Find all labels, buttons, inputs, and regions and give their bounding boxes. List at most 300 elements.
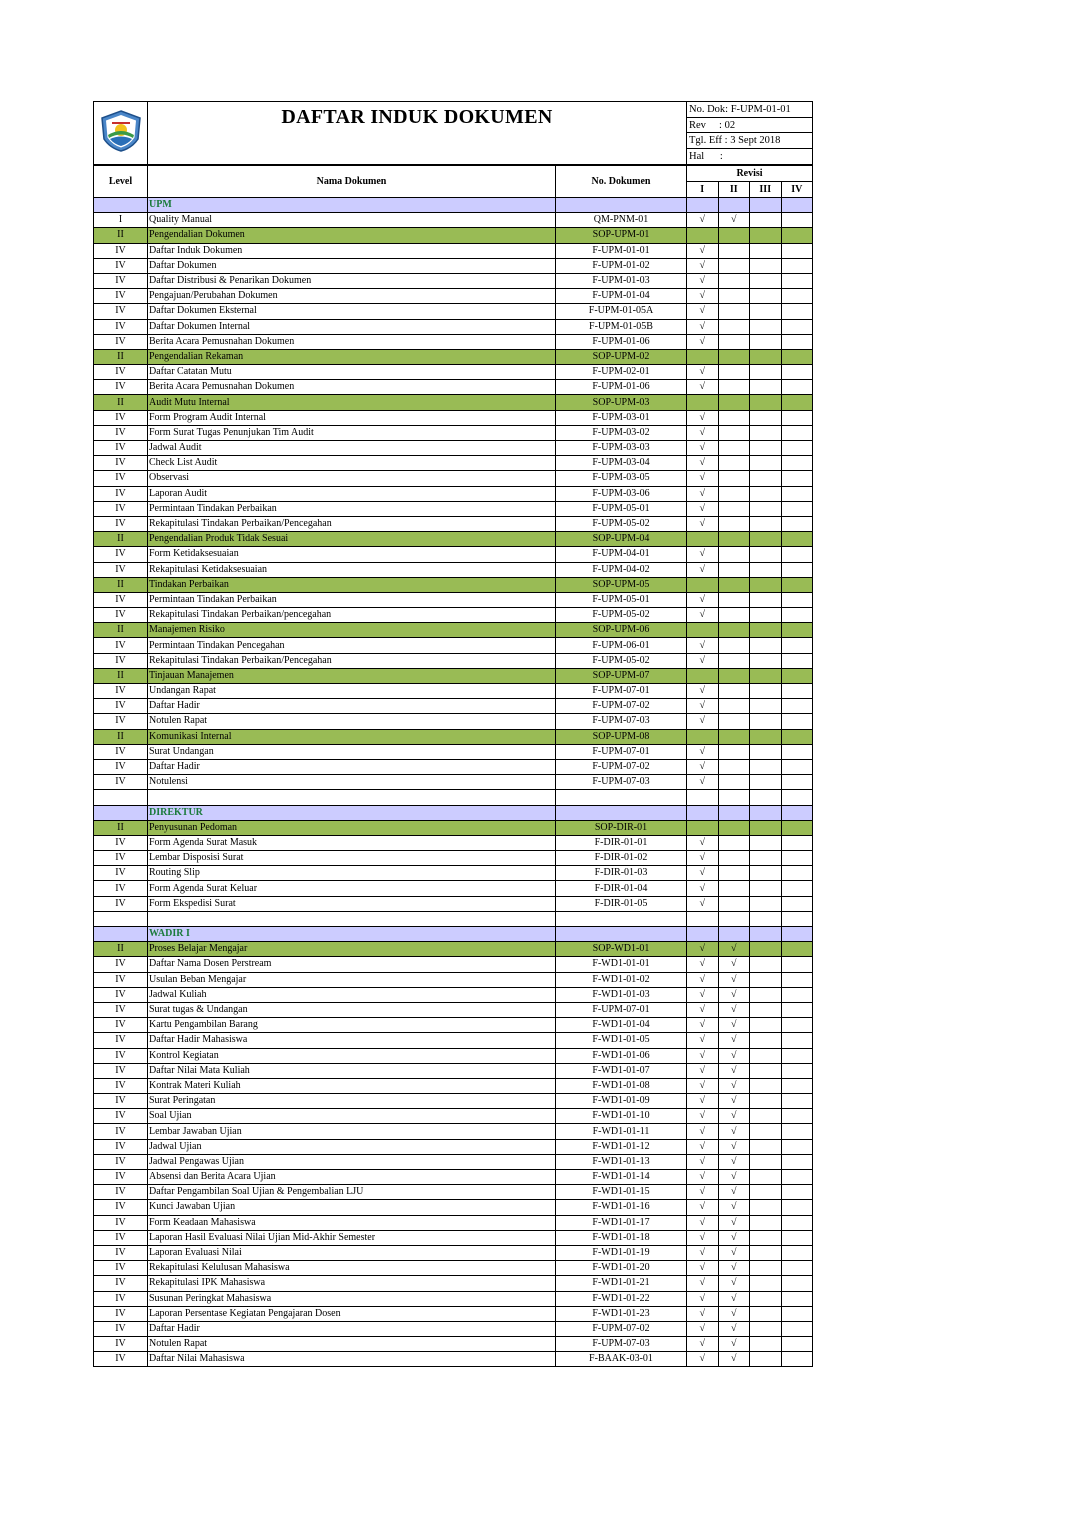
revision-cell: [781, 1109, 813, 1124]
level-cell: IV: [94, 1215, 148, 1230]
revision-cell: [750, 896, 782, 911]
sop-row: [94, 349, 813, 364]
document-number-cell: F-WD1-01-01: [556, 957, 687, 972]
table-row: [94, 243, 813, 258]
level-cell: IV: [94, 1261, 148, 1276]
table-row: [94, 1124, 813, 1139]
revision-cell: [781, 349, 813, 364]
table-row: [94, 881, 813, 896]
revision-cell: [687, 820, 719, 835]
revision-check-icon: √: [718, 1018, 750, 1033]
revision-cell: [750, 258, 782, 273]
revision-cell: [750, 365, 782, 380]
col-header-rev-ii: II: [718, 182, 750, 198]
document-number-cell: F-WD1-01-02: [556, 972, 687, 987]
revision-cell: [750, 1215, 782, 1230]
revision-cell: [718, 714, 750, 729]
col-header-rev-iv: IV: [781, 182, 813, 198]
revision-cell: [781, 896, 813, 911]
level-cell: II: [94, 623, 148, 638]
document-number-cell: [556, 911, 687, 926]
table-row: [94, 562, 813, 577]
revision-cell: [718, 501, 750, 516]
table-row: [94, 699, 813, 714]
revision-cell: [750, 395, 782, 410]
document-name-cell: Absensi dan Berita Acara Ujian: [148, 1170, 556, 1185]
revision-cell: [718, 532, 750, 547]
level-cell: IV: [94, 486, 148, 501]
revision-cell: [750, 1291, 782, 1306]
document-number-cell: F-UPM-07-01: [556, 1002, 687, 1017]
revision-cell: [781, 729, 813, 744]
table-row: [94, 714, 813, 729]
table-row: [94, 1078, 813, 1093]
document-number-cell: F-DIR-01-01: [556, 835, 687, 850]
document-name-cell: Daftar Induk Dokumen: [148, 243, 556, 258]
revision-cell: [781, 759, 813, 774]
document-number-cell: F-DIR-01-03: [556, 866, 687, 881]
level-cell: IV: [94, 456, 148, 471]
revision-cell: [718, 623, 750, 638]
revision-cell: [718, 349, 750, 364]
revision-check-icon: √: [687, 1109, 719, 1124]
revision-check-icon: √: [687, 273, 719, 288]
table-row: [94, 744, 813, 759]
document-name-cell: Surat tugas & Undangan: [148, 1002, 556, 1017]
revision-check-icon: √: [718, 1321, 750, 1336]
level-cell: IV: [94, 957, 148, 972]
document-number-cell: F-UPM-03-06: [556, 486, 687, 501]
table-row: [94, 471, 813, 486]
level-cell: IV: [94, 1124, 148, 1139]
document-number-cell: [556, 805, 687, 820]
revision-check-icon: √: [687, 289, 719, 304]
document-name-cell: Rekapitulasi IPK Mahasiswa: [148, 1276, 556, 1291]
revision-cell: [718, 486, 750, 501]
revision-cell: [687, 228, 719, 243]
revision-check-icon: √: [687, 304, 719, 319]
revision-cell: [718, 577, 750, 592]
document-number-cell: SOP-UPM-07: [556, 668, 687, 683]
document-name-cell: Surat Peringatan: [148, 1094, 556, 1109]
document-number-cell: F-WD1-01-18: [556, 1230, 687, 1245]
document-number-cell: F-WD1-01-15: [556, 1185, 687, 1200]
document-name-cell: Form Agenda Surat Masuk: [148, 835, 556, 850]
table-row: [94, 1094, 813, 1109]
level-cell: IV: [94, 410, 148, 425]
sop-row: [94, 623, 813, 638]
document-number-cell: F-UPM-01-01: [556, 243, 687, 258]
revision-cell: [781, 213, 813, 228]
revision-cell: [750, 775, 782, 790]
level-cell: I: [94, 213, 148, 228]
level-cell: IV: [94, 1306, 148, 1321]
revision-cell: [750, 729, 782, 744]
document-name-cell: Daftar Hadir: [148, 1321, 556, 1336]
revision-cell: [781, 1245, 813, 1260]
document-number-cell: F-UPM-07-03: [556, 714, 687, 729]
revision-check-icon: √: [687, 258, 719, 273]
table-row: [94, 1185, 813, 1200]
revision-cell: [781, 638, 813, 653]
revision-check-icon: √: [687, 851, 719, 866]
revision-check-icon: √: [687, 1139, 719, 1154]
level-cell: IV: [94, 851, 148, 866]
document-number-cell: F-UPM-07-02: [556, 1321, 687, 1336]
revision-cell: [750, 1139, 782, 1154]
level-cell: IV: [94, 1230, 148, 1245]
revision-check-icon: √: [687, 441, 719, 456]
revision-cell: [781, 1291, 813, 1306]
revision-check-icon: √: [687, 471, 719, 486]
revision-cell: [750, 699, 782, 714]
level-cell: II: [94, 729, 148, 744]
revision-cell: [750, 972, 782, 987]
revision-check-icon: √: [687, 987, 719, 1002]
revision-cell: [718, 759, 750, 774]
revision-cell: [687, 911, 719, 926]
document-number-cell: F-UPM-07-01: [556, 684, 687, 699]
revision-cell: [781, 942, 813, 957]
revision-cell: [718, 729, 750, 744]
revision-cell: [781, 684, 813, 699]
revision-cell: [750, 334, 782, 349]
document-name-cell: Proses Belajar Mengajar: [148, 942, 556, 957]
level-cell: IV: [94, 365, 148, 380]
revision-cell: [781, 866, 813, 881]
document-name-cell: Komunikasi Internal: [148, 729, 556, 744]
level-cell: IV: [94, 744, 148, 759]
table-row: [94, 851, 813, 866]
revision-cell: [781, 1185, 813, 1200]
level-cell: II: [94, 577, 148, 592]
revision-cell: [750, 820, 782, 835]
level-cell: IV: [94, 866, 148, 881]
revision-cell: [781, 1033, 813, 1048]
revision-cell: [781, 608, 813, 623]
revision-cell: [750, 380, 782, 395]
revision-check-icon: √: [687, 1124, 719, 1139]
document-number-cell: SOP-UPM-06: [556, 623, 687, 638]
revision-check-icon: √: [687, 456, 719, 471]
document-number-cell: F-UPM-01-06: [556, 380, 687, 395]
document-number-cell: SOP-DIR-01: [556, 820, 687, 835]
revision-cell: [781, 972, 813, 987]
document-name-cell: Usulan Beban Mengajar: [148, 972, 556, 987]
revision-check-icon: √: [687, 243, 719, 258]
revision-check-icon: √: [718, 1337, 750, 1352]
revision-cell: [750, 911, 782, 926]
revision-cell: [781, 198, 813, 213]
revision-cell: [718, 835, 750, 850]
revision-cell: [750, 1185, 782, 1200]
revision-cell: [781, 1337, 813, 1352]
document-number-cell: F-UPM-07-03: [556, 1337, 687, 1352]
document-name-cell: Penyusunan Pedoman: [148, 820, 556, 835]
revision-cell: [781, 699, 813, 714]
document-name-cell: Routing Slip: [148, 866, 556, 881]
sop-row: [94, 668, 813, 683]
revision-cell: [781, 258, 813, 273]
table-row: [94, 258, 813, 273]
document-number-cell: F-WD1-01-05: [556, 1033, 687, 1048]
revision-cell: [718, 228, 750, 243]
section-title: UPM: [148, 198, 556, 213]
revision-cell: [718, 562, 750, 577]
document-number-cell: SOP-UPM-04: [556, 532, 687, 547]
level-cell: IV: [94, 759, 148, 774]
revision-check-icon: √: [687, 866, 719, 881]
level-cell: IV: [94, 896, 148, 911]
document-name-cell: Quality Manual: [148, 213, 556, 228]
revision-check-icon: √: [687, 562, 719, 577]
document-name-cell: Pengendalian Produk Tidak Sesuai: [148, 532, 556, 547]
revision-check-icon: √: [687, 1245, 719, 1260]
revision-cell: [781, 334, 813, 349]
document-number-cell: QM-PNM-01: [556, 213, 687, 228]
level-cell: IV: [94, 608, 148, 623]
revision-cell: [750, 304, 782, 319]
document-number-cell: F-UPM-05-02: [556, 608, 687, 623]
revision-check-icon: √: [718, 1033, 750, 1048]
revision-cell: [750, 213, 782, 228]
revision-cell: [781, 1063, 813, 1078]
document-number-cell: F-UPM-04-01: [556, 547, 687, 562]
level-cell: IV: [94, 334, 148, 349]
revision-cell: [718, 911, 750, 926]
level-cell: IV: [94, 1200, 148, 1215]
revision-check-icon: √: [687, 942, 719, 957]
document-name-cell: Jadwal Audit: [148, 441, 556, 456]
revision-check-icon: √: [687, 1352, 719, 1367]
revision-cell: [781, 501, 813, 516]
level-cell: IV: [94, 243, 148, 258]
table-row: [94, 486, 813, 501]
revision-cell: [750, 1033, 782, 1048]
revision-cell: [718, 425, 750, 440]
revision-cell: [750, 608, 782, 623]
revision-check-icon: √: [687, 380, 719, 395]
revision-cell: [781, 562, 813, 577]
revision-cell: [750, 851, 782, 866]
blank-row: [94, 790, 813, 805]
revision-cell: [750, 957, 782, 972]
document-number-cell: F-WD1-01-21: [556, 1276, 687, 1291]
revision-check-icon: √: [718, 1094, 750, 1109]
table-row: [94, 1170, 813, 1185]
level-cell: IV: [94, 1018, 148, 1033]
document-number-cell: F-UPM-03-04: [556, 456, 687, 471]
revision-check-icon: √: [687, 684, 719, 699]
table-row: [94, 304, 813, 319]
revision-cell: [750, 441, 782, 456]
level-cell: II: [94, 942, 148, 957]
document-name-cell: Kartu Pengambilan Barang: [148, 1018, 556, 1033]
document-name-cell: Rekapitulasi Kelulusan Mahasiswa: [148, 1261, 556, 1276]
document-number-cell: [556, 198, 687, 213]
revision-cell: [750, 942, 782, 957]
revision-cell: [750, 1094, 782, 1109]
level-cell: IV: [94, 1139, 148, 1154]
level-cell: IV: [94, 699, 148, 714]
table-row: [94, 1352, 813, 1367]
revision-cell: [781, 668, 813, 683]
table-row: [94, 896, 813, 911]
revision-check-icon: √: [687, 1321, 719, 1336]
table-row: [94, 987, 813, 1002]
document-name-cell: Daftar Dokumen Eksternal: [148, 304, 556, 319]
document-name-cell: Rekapitulasi Ketidaksesuaian: [148, 562, 556, 577]
revision-check-icon: √: [718, 1261, 750, 1276]
revision-check-icon: √: [687, 547, 719, 562]
revision-cell: [750, 668, 782, 683]
revision-cell: [750, 577, 782, 592]
revision-check-icon: √: [687, 516, 719, 531]
revision-check-icon: √: [687, 501, 719, 516]
institution-logo-icon: [99, 109, 143, 153]
revision-check-icon: √: [687, 1276, 719, 1291]
revision-cell: [781, 1124, 813, 1139]
level-cell: II: [94, 668, 148, 683]
revision-cell: [750, 456, 782, 471]
document-name-cell: Daftar Dokumen Internal: [148, 319, 556, 334]
level-cell: IV: [94, 1033, 148, 1048]
level-cell: IV: [94, 501, 148, 516]
revision-cell: [750, 927, 782, 942]
revision-check-icon: √: [718, 1200, 750, 1215]
document-number-cell: F-WD1-01-04: [556, 1018, 687, 1033]
section-title: WADIR I: [148, 927, 556, 942]
document-number-cell: F-UPM-05-02: [556, 516, 687, 531]
document-name-cell: Pengendalian Dokumen: [148, 228, 556, 243]
revision-check-icon: √: [687, 1306, 719, 1321]
revision-cell: [718, 365, 750, 380]
revision-check-icon: √: [687, 699, 719, 714]
revision-cell: [781, 1215, 813, 1230]
level-cell: IV: [94, 380, 148, 395]
revision-cell: [750, 744, 782, 759]
revision-cell: [750, 562, 782, 577]
revision-cell: [750, 532, 782, 547]
revision-cell: [718, 289, 750, 304]
meta-doc-number: No. Dok: F-UPM-01-01: [687, 102, 812, 118]
revision-cell: [750, 684, 782, 699]
document-number-cell: SOP-UPM-01: [556, 228, 687, 243]
revision-check-icon: √: [687, 1291, 719, 1306]
level-cell: II: [94, 532, 148, 547]
revision-cell: [781, 516, 813, 531]
revision-check-icon: √: [718, 942, 750, 957]
section-title: DIREKTUR: [148, 805, 556, 820]
document-number-cell: F-UPM-02-01: [556, 365, 687, 380]
document-number-cell: F-UPM-07-02: [556, 759, 687, 774]
revision-cell: [718, 744, 750, 759]
level-cell: IV: [94, 425, 148, 440]
revision-cell: [781, 1261, 813, 1276]
meta-revision: Rev : 02: [687, 118, 812, 134]
blank-row: [94, 911, 813, 926]
document-number-cell: F-UPM-05-02: [556, 653, 687, 668]
level-cell: IV: [94, 304, 148, 319]
level-cell: II: [94, 349, 148, 364]
revision-check-icon: √: [718, 1306, 750, 1321]
table-row: [94, 516, 813, 531]
revision-cell: [718, 547, 750, 562]
revision-cell: [750, 638, 782, 653]
revision-cell: [781, 623, 813, 638]
revision-cell: [750, 759, 782, 774]
document-rows: [94, 198, 813, 1367]
revision-cell: [750, 592, 782, 607]
revision-cell: [781, 365, 813, 380]
document-number-cell: SOP-WD1-01: [556, 942, 687, 957]
logo-cell: [94, 102, 148, 165]
revision-cell: [781, 851, 813, 866]
table-row: [94, 1139, 813, 1154]
revision-cell: [750, 198, 782, 213]
revision-check-icon: √: [687, 592, 719, 607]
document-name-cell: Daftar Catatan Mutu: [148, 365, 556, 380]
meta-page: Hal :: [689, 150, 723, 162]
sop-row: [94, 395, 813, 410]
revision-cell: [687, 623, 719, 638]
table-row: [94, 425, 813, 440]
document-number-cell: F-UPM-06-01: [556, 638, 687, 653]
document-name-cell: Daftar Dokumen: [148, 258, 556, 273]
level-cell: [94, 805, 148, 820]
document-number-cell: F-WD1-01-19: [556, 1245, 687, 1260]
revision-cell: [750, 714, 782, 729]
document-name-cell: Kontrol Kegiatan: [148, 1048, 556, 1063]
revision-cell: [781, 835, 813, 850]
section-row: [94, 927, 813, 942]
revision-cell: [718, 790, 750, 805]
sop-row: [94, 577, 813, 592]
level-cell: IV: [94, 471, 148, 486]
revision-cell: [781, 805, 813, 820]
document: [93, 101, 813, 1367]
level-cell: IV: [94, 714, 148, 729]
revision-check-icon: √: [687, 334, 719, 349]
level-cell: [94, 198, 148, 213]
document-name-cell: Tinjauan Manajemen: [148, 668, 556, 683]
revision-check-icon: √: [718, 972, 750, 987]
revision-cell: [750, 1154, 782, 1169]
revision-cell: [781, 1078, 813, 1093]
revision-cell: [781, 820, 813, 835]
revision-check-icon: √: [687, 759, 719, 774]
document-number-cell: F-UPM-07-03: [556, 775, 687, 790]
document-number-cell: F-WD1-01-17: [556, 1215, 687, 1230]
revision-cell: [781, 714, 813, 729]
document-name-cell: Kontrak Materi Kuliah: [148, 1078, 556, 1093]
document-number-cell: F-UPM-01-05A: [556, 304, 687, 319]
document-name-cell: Tindakan Perbaikan: [148, 577, 556, 592]
revision-cell: [718, 638, 750, 653]
sop-row: [94, 532, 813, 547]
document-name-cell: Jadwal Ujian: [148, 1139, 556, 1154]
document-name-cell: Daftar Pengambilan Soal Ujian & Pengembalian LJU: [148, 1185, 556, 1200]
revision-check-icon: √: [687, 835, 719, 850]
col-header-rev-i: I: [687, 182, 719, 198]
revision-cell: [750, 1230, 782, 1245]
revision-cell: [781, 653, 813, 668]
document-name-cell: Pengendalian Rekaman: [148, 349, 556, 364]
level-cell: IV: [94, 987, 148, 1002]
revision-cell: [718, 198, 750, 213]
revision-check-icon: √: [687, 881, 719, 896]
revision-check-icon: √: [687, 972, 719, 987]
